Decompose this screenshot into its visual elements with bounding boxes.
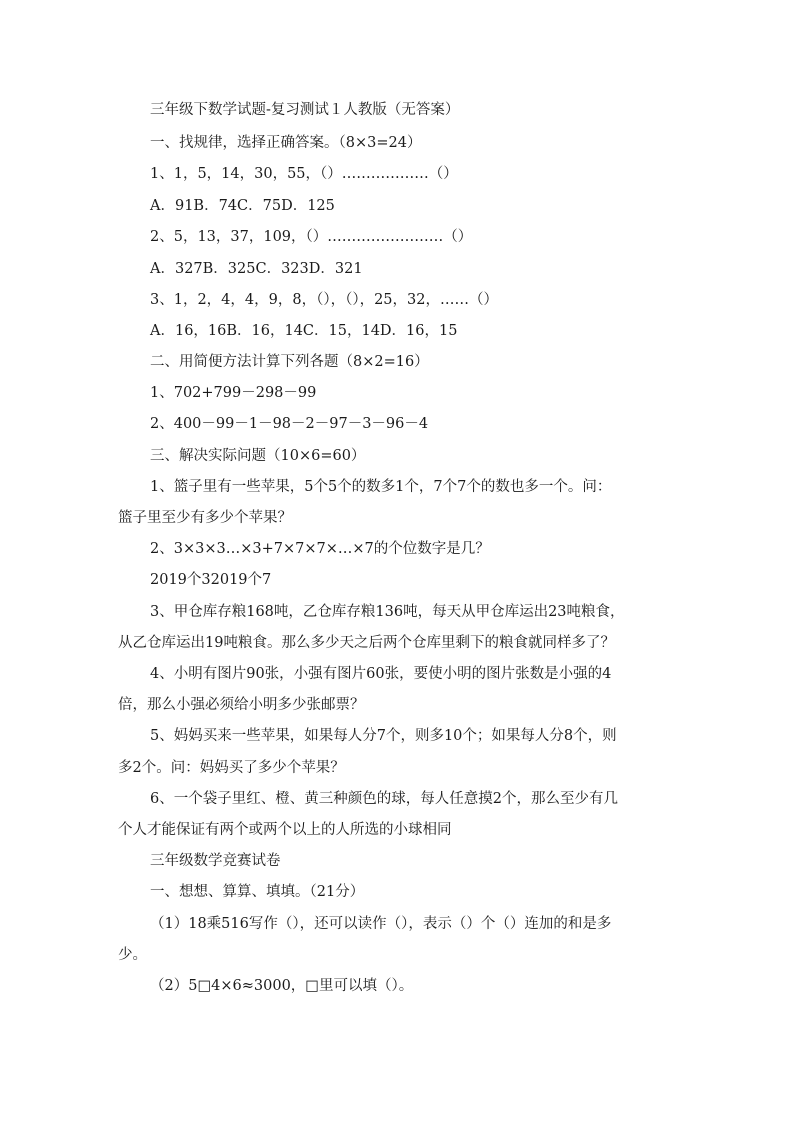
section3-question-5-line-2: 多2个。问：妈妈买了多少个苹果？ bbox=[118, 760, 345, 776]
section1-question-1: 1、1，5，14，30，55，（）………………（） bbox=[150, 166, 458, 182]
section1-heading: 一、找规律，选择正确答案。（8×3=24） bbox=[150, 135, 422, 151]
section3-question-2-line-1: 2、3×3×3…×3+7×7×7×…×7的个位数字是几？ bbox=[150, 541, 490, 557]
section1-question-1-options: A．91B．74C．75D．125 bbox=[150, 198, 335, 214]
section3-question-2-line-2: 2019个32019个7 bbox=[150, 572, 272, 588]
section1-question-3-options: A．16，16B．16，14C．15，14D．16，15 bbox=[150, 323, 458, 339]
section3-question-4-line-1: 4、小明有图片90张，小强有图片60张，要使小明的图片张数是小强的4 bbox=[150, 666, 612, 682]
section3-question-5-line-1: 5、妈妈买来一些苹果，如果每人分7个，则多10个；如果每人分8个，则 bbox=[150, 728, 617, 744]
section3-question-3-line-1: 3、甲仓库存粮168吨，乙仓库存粮136吨，每天从甲仓库运出23吨粮食， bbox=[150, 604, 625, 620]
section3-heading: 三、解决实际问题（10×6=60） bbox=[150, 448, 366, 464]
section3-question-6-line-1: 6、一个袋子里红、橙、黄三种颜色的球，每人任意摸2个，那么至少有几 bbox=[150, 791, 618, 807]
document-title: 三年级下数学试题-复习测试１人教版（无答案） bbox=[150, 102, 460, 118]
section3-question-3-line-2: 从乙仓库运出19吨粮食。那么多少天之后两个仓库里剩下的粮食就同样多了？ bbox=[118, 635, 615, 651]
section1-question-2-options: A．327B．325C．323D．321 bbox=[150, 261, 363, 277]
competition-question-1-line-2: 少。 bbox=[118, 947, 147, 963]
competition-question-2: （2）5□4×6≈3000，□里可以填（）。 bbox=[150, 978, 414, 994]
competition-question-1-line-1: （1）18乘516写作（），还可以读作（），表示（）个（）连加的和是多 bbox=[150, 916, 612, 932]
section3-question-1-line-2: 篮子里至少有多少个苹果？ bbox=[118, 510, 292, 526]
section3-question-4-line-2: 倍，那么小强必须给小明多少张邮票？ bbox=[118, 697, 365, 713]
competition-title: 三年级数学竞赛试卷 bbox=[150, 853, 281, 869]
section3-question-6-line-2: 个人才能保证有两个或两个以上的人所选的小球相同 bbox=[118, 822, 452, 838]
section1-question-3: 3、1，2，4，4，9，8，（），（），25，32，……（） bbox=[150, 292, 498, 308]
section2-question-1: 1、702+799－298－99 bbox=[150, 385, 317, 401]
section2-question-2: 2、400－99－1－98－2－97－3－96－4 bbox=[150, 416, 429, 432]
competition-heading: 一、想想、算算、填填。（21分） bbox=[150, 884, 365, 900]
section1-question-2: 2、5，13，37，109，（）……………………（） bbox=[150, 229, 473, 245]
section2-heading: 二、用简便方法计算下列各题（8×2=16） bbox=[150, 354, 429, 370]
section3-question-1-line-1: 1、篮子里有一些苹果，5个5个的数多1个，7个7个的数也多一个。问： bbox=[150, 479, 612, 495]
